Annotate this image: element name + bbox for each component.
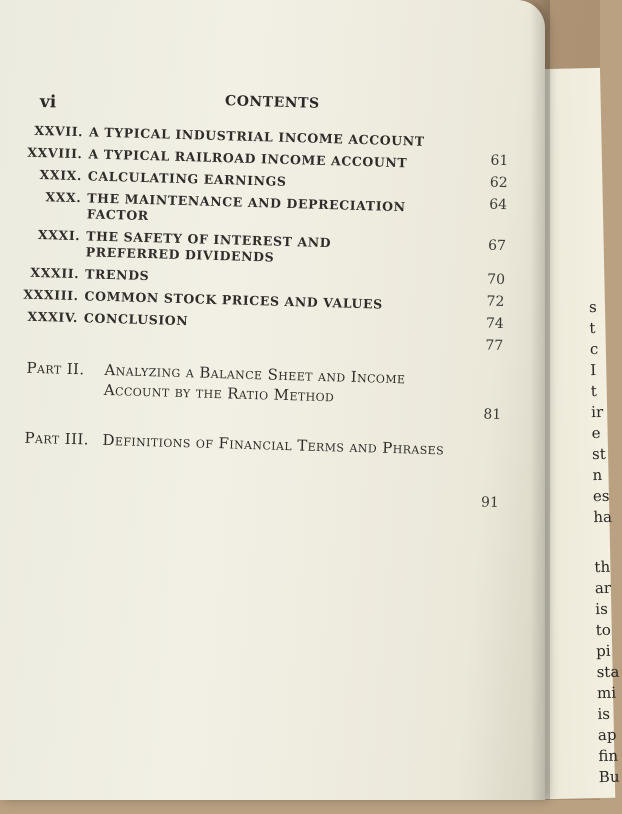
- toc-part-entry: [24, 428, 464, 460]
- chapter-title: THE SAFETY OF INTEREST AND PREFERRED DIVIDENDS: [85, 228, 332, 265]
- fragment-line: n: [592, 465, 603, 485]
- page-number: 77: [485, 337, 504, 355]
- page-number: 81: [483, 406, 502, 423]
- fragment-line: es: [592, 486, 610, 506]
- page-numeral: vi: [39, 92, 57, 113]
- page-number: 91: [480, 494, 499, 511]
- chapter-number: XXX.: [45, 189, 82, 206]
- fragment-line: to: [595, 620, 611, 640]
- chapter-title: CALCULATING EARNINGS: [87, 168, 287, 189]
- chapter-number: XXXI.: [37, 226, 81, 244]
- chapter-number: XXXIV.: [27, 308, 79, 326]
- chapter-title: A TYPICAL RAILROAD INCOME ACCOUNT: [88, 146, 408, 171]
- fragment-line: t: [590, 382, 597, 401]
- page-number: 64: [489, 196, 508, 214]
- part-title: Definitions of Financial Terms and Phrases: [102, 430, 445, 459]
- page-number: 62: [489, 174, 508, 192]
- part-label: Part II.: [26, 358, 85, 379]
- chapter-title: CONCLUSION: [83, 310, 189, 329]
- chapter-number: XXVII.: [34, 122, 84, 140]
- chapter-title: COMMON STOCK PRICES AND VALUES: [84, 288, 384, 312]
- fragment-line: ha: [593, 507, 613, 527]
- toc-entry: [0, 188, 467, 233]
- fragment-line: t: [589, 319, 596, 338]
- fragment-line: th: [594, 557, 611, 577]
- page-number: 67: [487, 237, 507, 255]
- chapter-title: TRENDS: [84, 266, 150, 284]
- chapter-title: A TYPICAL INDUSTRIAL INCOME ACCOUNT: [88, 124, 425, 149]
- chapter-title: THE MAINTENANCE AND DEPRECIATION FACTOR: [86, 190, 406, 224]
- fragment-line: Bu: [598, 767, 620, 787]
- page-number: 61: [490, 152, 509, 170]
- page-number: 74: [485, 315, 504, 333]
- toc-part-entry: [26, 358, 467, 410]
- fragment-line: ir: [590, 402, 604, 422]
- page-title: CONTENTS: [224, 93, 320, 112]
- fragment-line: c: [589, 340, 599, 359]
- chapter-number: XXXIII.: [23, 286, 79, 304]
- fragment-line: st: [591, 444, 606, 464]
- chapter-number: XXIX.: [39, 167, 83, 184]
- toc-entry: [0, 226, 466, 271]
- chapter-number: XXVIII.: [27, 144, 83, 162]
- spine-shadow: [530, 0, 550, 800]
- fragment-line: e: [591, 423, 601, 443]
- fragment-line: mi: [596, 683, 617, 703]
- fragment-line: fin: [598, 746, 619, 766]
- fragment-line: sta: [596, 662, 620, 682]
- fragment-line: is: [597, 704, 611, 724]
- chapter-number: XXXII.: [30, 264, 80, 282]
- fragment-line: pi: [596, 641, 611, 661]
- page-number: 72: [486, 293, 505, 311]
- part-title: Analyzing a Balance Sheet and Income Account by the Ratio Method: [103, 360, 406, 406]
- page-number: 70: [486, 271, 506, 289]
- fragment-line: s: [588, 298, 597, 317]
- part-label: Part III.: [24, 428, 90, 449]
- fragment-line: is: [595, 599, 608, 619]
- fragment-line: ar: [594, 578, 612, 598]
- fragment-line: ap: [597, 725, 617, 745]
- fragment-line: I: [590, 361, 597, 380]
